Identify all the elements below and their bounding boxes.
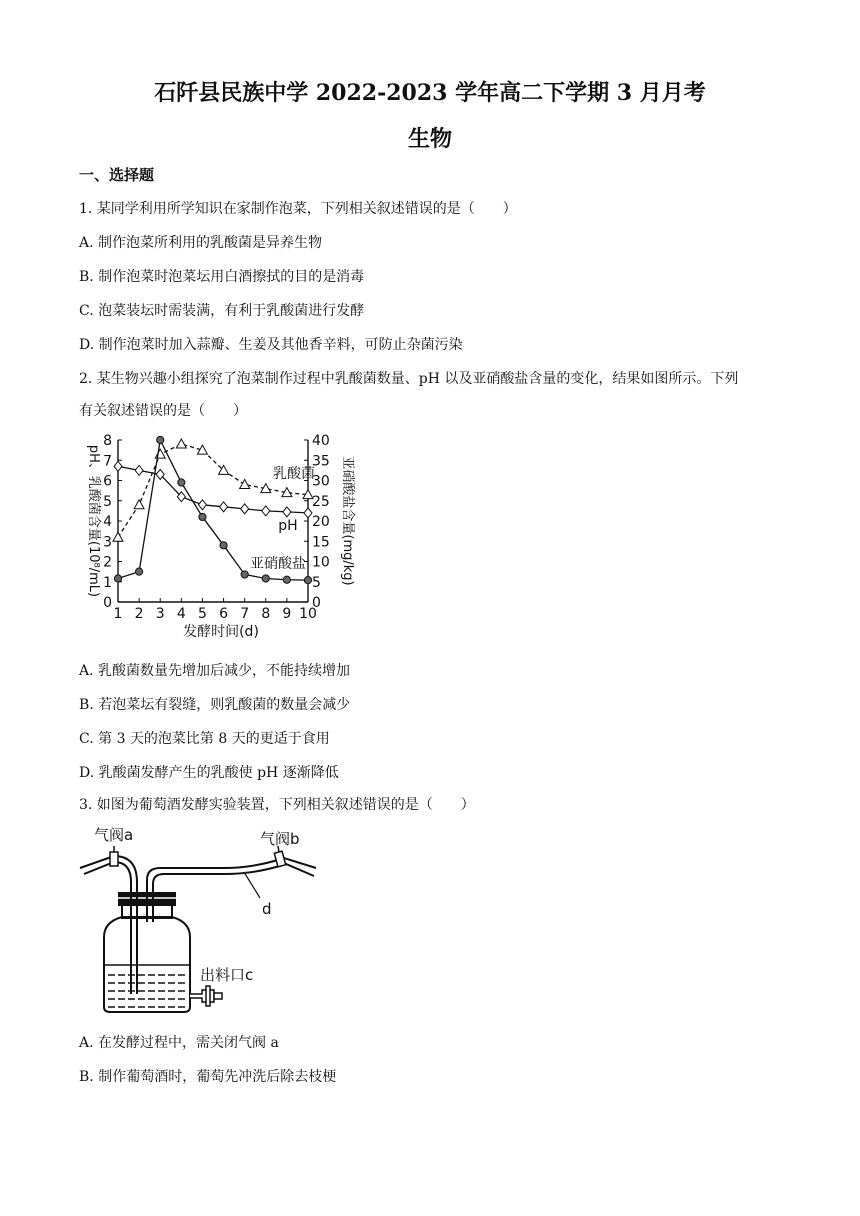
- right-tick-label: 10: [312, 554, 330, 571]
- left-tick-label: 6: [103, 473, 112, 490]
- data-point-ph: [283, 507, 291, 517]
- label-valve-a: 气阀a: [94, 826, 134, 844]
- tube-a-inner: [84, 862, 131, 994]
- left-tick-label: 3: [103, 534, 112, 551]
- question-2-option-c: C. 第 3 天的泡菜比第 8 天的更适于食用: [79, 731, 330, 747]
- data-point-nitrite: [157, 436, 164, 443]
- x-tick-label: 9: [282, 606, 292, 622]
- right-tick-label: 0: [312, 595, 321, 611]
- data-point-lactobacillus: [176, 439, 186, 448]
- right-tick-label: 40: [312, 433, 330, 449]
- x-tick-label: 4: [176, 606, 186, 622]
- x-tick-label: 2: [134, 606, 144, 622]
- data-point-ph: [241, 504, 249, 514]
- page-title: 石阡县民族中学 2022-2023 学年高二下学期 3 月月考: [154, 80, 706, 106]
- question-1-option-c: C. 泡菜装坛时需装满，有利于乳酸菌进行发酵: [79, 303, 365, 319]
- data-point-nitrite: [262, 575, 269, 582]
- left-tick-label: 1: [103, 574, 112, 591]
- label-outlet-c: 出料口c: [200, 966, 254, 984]
- right-tick-label: 35: [312, 453, 330, 470]
- right-axis-label: 亚硝酸盐含量(mg/kg): [340, 456, 355, 586]
- x-tick-label: 8: [261, 606, 271, 622]
- question-3-stem: 3. 如图为葡萄酒发酵实验装置，下列相关叙述错误的是（ ）: [79, 797, 475, 813]
- data-point-ph: [262, 506, 270, 516]
- x-tick-label: 7: [240, 606, 250, 622]
- data-point-nitrite: [199, 513, 206, 520]
- tube-b-outer: [153, 864, 314, 922]
- question-2-stem-line2: 有关叙述错误的是（ ）: [79, 403, 247, 419]
- question-3-option-b: B. 制作葡萄酒时，葡萄先冲洗后除去枝梗: [79, 1069, 337, 1085]
- series-label: pH: [278, 518, 298, 534]
- right-tick-label: 20: [312, 514, 330, 530]
- question-2-stem-line1: 2. 某生物兴趣小组探究了泡菜制作过程中乳酸菌数量、pH 以及亚硝酸盐含量的变化，结果如图所示。下列: [79, 371, 739, 387]
- valve-b-icon: [274, 851, 285, 867]
- left-tick-label: 4: [103, 514, 112, 530]
- left-tick-label: 7: [103, 453, 112, 470]
- label-tube-d: d: [262, 900, 272, 918]
- question-2-option-d: D. 乳酸菌发酵产生的乳酸使 pH 逐渐降低: [79, 765, 339, 781]
- left-tick-label: 2: [103, 554, 112, 571]
- question-1-option-b: B. 制作泡菜时泡菜坛用白酒擦拭的目的是消毒: [79, 269, 365, 285]
- data-point-ph: [198, 500, 206, 510]
- data-point-lactobacillus: [134, 500, 144, 509]
- x-tick-label: 10: [299, 606, 317, 622]
- section-heading: 一、选择题: [79, 166, 155, 184]
- data-point-nitrite: [283, 576, 290, 583]
- question-2-option-a: A. 乳酸菌数量先增加后减少，不能持续增加: [79, 663, 351, 679]
- data-point-ph: [220, 502, 228, 512]
- data-point-nitrite: [304, 577, 311, 584]
- data-point-ph: [304, 508, 312, 518]
- x-axis-label: 发酵时间(d): [183, 624, 259, 640]
- left-tick-label: 5: [103, 493, 112, 510]
- right-tick-label: 15: [312, 534, 330, 551]
- data-point-ph: [114, 461, 122, 471]
- label-valve-b: 气阀b: [260, 830, 300, 848]
- series-label: 亚硝酸盐: [250, 556, 306, 572]
- series-label: 乳酸菌: [273, 466, 315, 482]
- valve-a-icon: [110, 852, 118, 866]
- data-point-lactobacillus: [113, 532, 123, 541]
- liquid-dashes: [108, 975, 186, 1007]
- x-tick-label: 6: [219, 606, 229, 622]
- data-point-nitrite: [114, 575, 121, 582]
- data-point-nitrite: [241, 571, 248, 578]
- subject-title: 生物: [407, 126, 452, 152]
- question-2-option-b: B. 若泡菜坛有裂缝，则乳酸菌的数量会减少: [79, 697, 351, 713]
- right-tick-label: 30: [312, 473, 330, 490]
- question-1-stem: 1. 某同学利用所学知识在家制作泡菜，下列相关叙述错误的是（ ）: [79, 201, 517, 217]
- data-point-nitrite: [136, 568, 143, 575]
- left-tick-label: 0: [103, 595, 112, 611]
- left-axis-label: pH、乳酸菌含量(10⁸/mL): [86, 444, 101, 598]
- tube-d-pointer: [244, 872, 260, 898]
- data-point-ph: [135, 465, 143, 475]
- x-tick-label: 1: [113, 606, 123, 622]
- data-point-lactobacillus: [155, 449, 165, 458]
- x-tick-label: 5: [197, 606, 207, 622]
- fermentation-chart: [78, 430, 378, 645]
- right-tick-label: 5: [312, 574, 321, 591]
- left-tick-label: 8: [103, 433, 112, 449]
- fermentation-apparatus: [74, 822, 354, 1022]
- question-3-option-a: A. 在发酵过程中，需关闭气阀 a: [79, 1035, 279, 1051]
- question-1-option-d: D. 制作泡菜时加入蒜瓣、生姜及其他香辛料，可防止杂菌污染: [79, 337, 463, 353]
- x-tick-label: 3: [155, 606, 165, 622]
- question-1-option-a: A. 制作泡菜所利用的乳酸菌是异养生物: [79, 235, 323, 251]
- right-tick-label: 25: [312, 493, 330, 510]
- data-point-nitrite: [220, 542, 227, 549]
- data-point-nitrite: [178, 479, 185, 486]
- data-point-lactobacillus: [240, 480, 250, 489]
